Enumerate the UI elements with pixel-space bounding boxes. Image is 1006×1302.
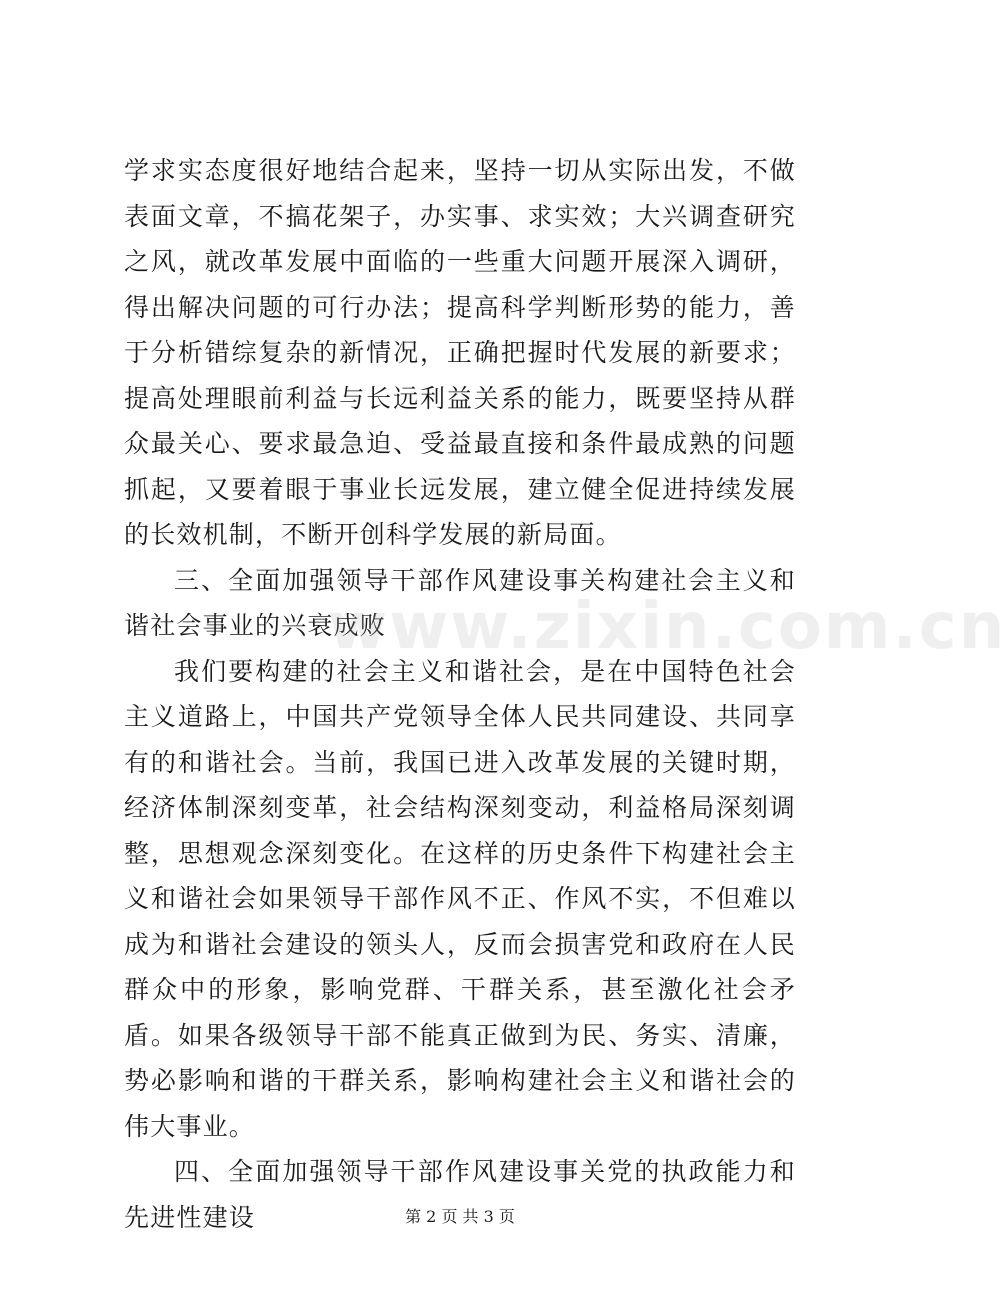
paragraph-continued: 学求实态度很好地结合起来，坚持一切从实际出发，不做表面文章，不搞花架子，办实事、求实效；大兴调查研究之风，就改革发展中面临的一些重大问题开展深入调研，得出解决问题的可行办法；提高科学判断形势的能力，善于分析错综复杂的新情况，正确把握时代发展的新要求；提高处理眼前利益与长远利益关系的能力，既要坚持从群众最关心、要求最急迫、受益最直接和条件最成熟的问题抓起，又要着眼于事业长远发展，建立健全促进持续发展的长效机制，不断开创科学发展的新局面。 [124, 156, 796, 549]
paragraph-harmonious-society: 我们要构建的社会主义和谐社会，是在中国特色社会主义道路上，中国共产党领导全体人民共同建设、共同享有的和谐社会。当前，我国已进入改革发展的关键时期，经济体制深刻变革，社会结构深刻变动，利益格局深刻调整，思想观念深刻变化。在这样的历史条件下构建社会主义和谐社会如果领导干部作风不正、作风不实，不但难以成为和谐社会建设的领头人，反而会损害党和政府在人民群众中的形象，影响党群、干群关系，甚至激化社会矛盾。如果各级领导干部不能真正做到为民、务实、清廉，势必影响和谐的干群关系，影响构建社会主义和谐社会的伟大事业。 [124, 656, 796, 1141]
watermark: www.zixin.com.cn [328, 590, 1006, 664]
page-footer: 第 2 页 共 3 页 [405, 1207, 515, 1226]
section-heading-4: 四、全面加强领导干部作风建设事关党的执政能力和先进性建设 [124, 1157, 796, 1232]
section-heading-3: 三、全面加强领导干部作风建设事关构建社会主义和谐社会事业的兴衰成败 [124, 565, 796, 640]
page-body [124, 148, 796, 1240]
